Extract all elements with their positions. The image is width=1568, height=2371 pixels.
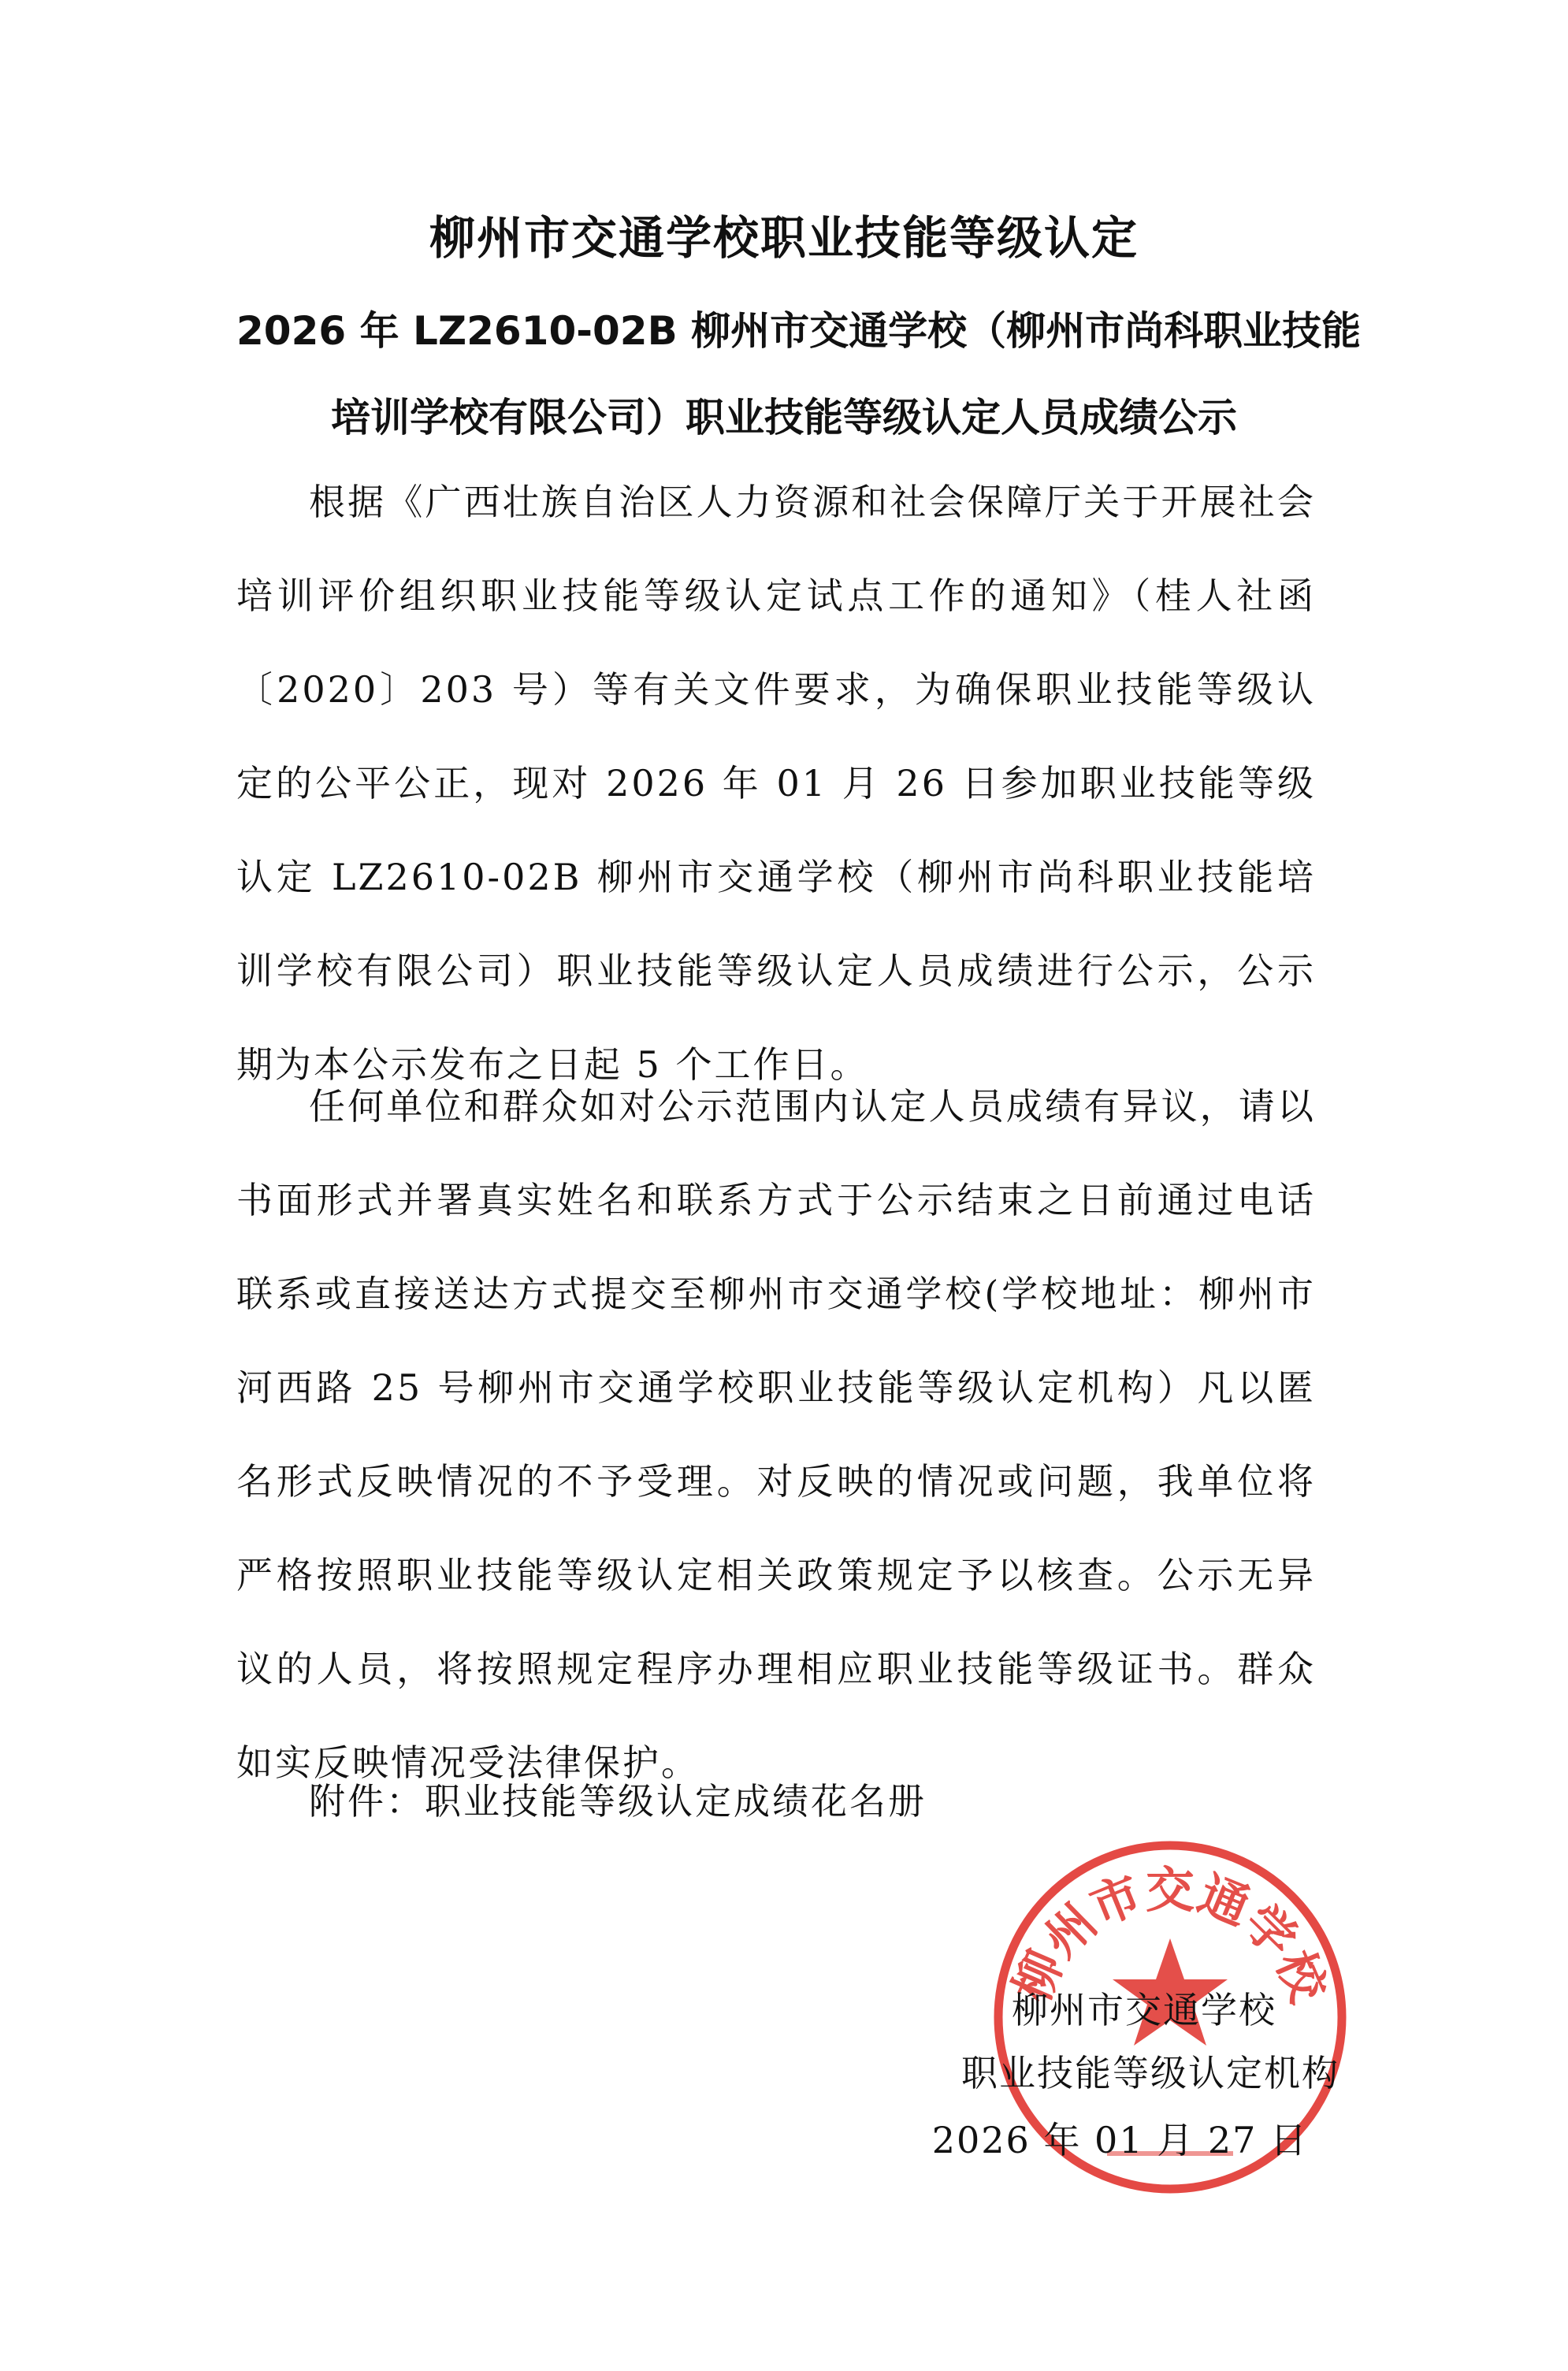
body-paragraph-2: 任何单位和群众如对公示范围内认定人员成绩有异议，请以书面形式并署真实姓名和联系方式于公示结束之日前通过电话联系或直接送达方式提交至柳州市交通学校(学校地址：柳州市河西路 25 号柳州市交通学校职业技能等级认定机构）凡以匿名形式反映情况的不予受理。对反映的情况或问题，我单位将严格按照职业技能等级认定相关政策规定予以核查。公示无异议的人员，将按照规定程序办理相应职业技能等级证书。群众如实反映情况受法律保护。 — [236, 1085, 1316, 1784]
signature-date: 2026 年 01 月 27 日 — [931, 2119, 1308, 2161]
attachment-note: 附件：职业技能等级认定成绩花名册 — [309, 1780, 927, 1823]
document-title: 柳州市交通学校职业技能等级认定 — [429, 211, 1139, 265]
signature-org-line2: 职业技能等级认定机构 — [961, 2052, 1339, 2094]
seal-text: 柳州市交通学校 — [1002, 1861, 1338, 2011]
body-paragraph-1: 根据《广西壮族自治区人力资源和社会保障厅关于开展社会培训评价组织职业技能等级认定试点工作的通知》（桂人社函〔2020〕203 号）等有关文件要求，为确保职业技能等级认定的公平公正，现对 2026 年 01 月 26 日参加职业技能等级认定 LZ2610-02B 柳州市交通学校（柳州市尚科职业技能培训学校有限公司）职业技能等级认定人员成绩进行公示，公示期为本公示发布之日起 5 个工作日。 — [236, 481, 1316, 1086]
document-subtitle-line2: 培训学校有限公司）职业技能等级认定人员成绩公示 — [331, 395, 1237, 440]
signature-org-line1: 柳州市交通学校 — [1012, 1989, 1276, 2031]
document-subtitle-line1: 2026 年 LZ2610-02B 柳州市交通学校（柳州市尚科职业技能 — [236, 308, 1362, 354]
